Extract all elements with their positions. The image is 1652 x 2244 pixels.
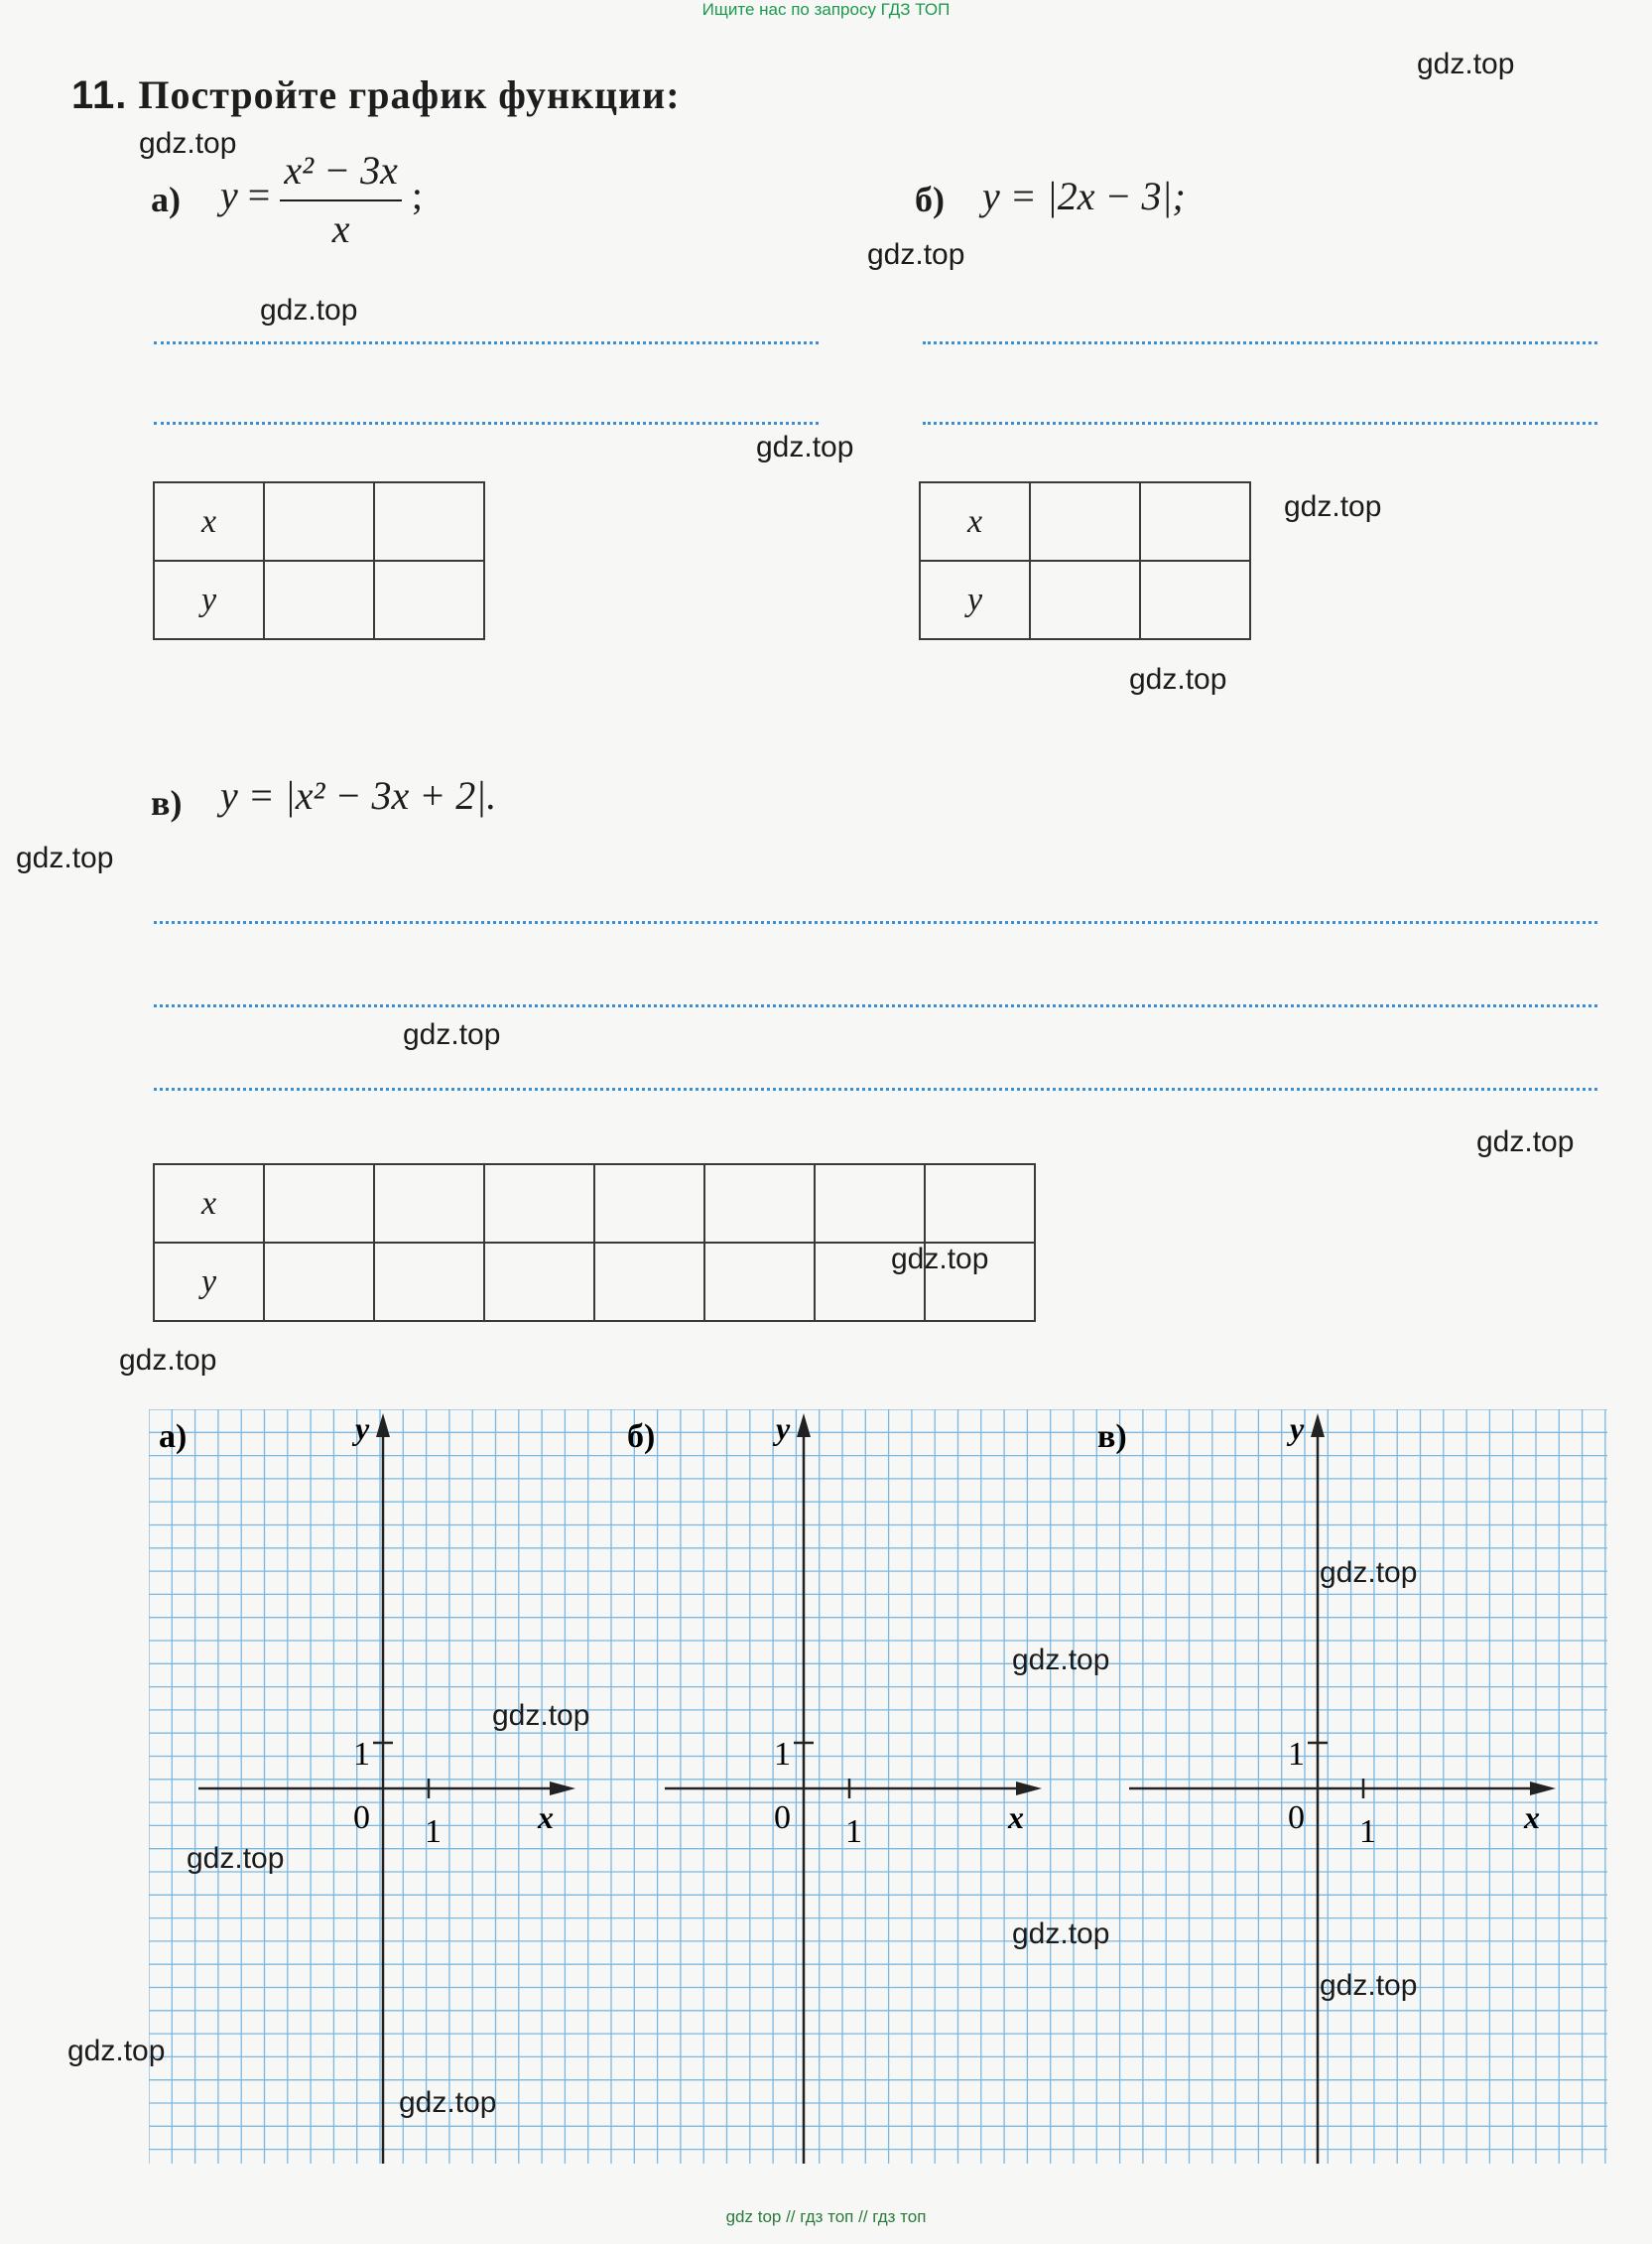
panel-b-y-label: y [776,1410,791,1446]
table-b-y-label: y [920,561,1030,639]
table-c-cell[interactable] [374,1164,484,1243]
watermark: gdz.top [403,1018,501,1051]
table-c-cell[interactable] [264,1164,374,1243]
part-a-formula: y = $\frac{\text{x² − 3x}}{x}$ ; [220,148,423,251]
table-c-cell[interactable] [815,1164,925,1243]
answer-line-a-1[interactable] [154,341,819,344]
panel-c-y-unit: 1 [1288,1736,1305,1773]
table-a-cell[interactable] [264,561,374,639]
part-c-formula: y = |x² − 3x + 2|. [220,773,497,818]
task-title-text: Постройте график функции: [138,72,681,117]
table-a-x-label: x [154,482,264,561]
table-a-y-label: y [154,561,264,639]
grid-lines [149,1409,1607,2164]
table-a-cell[interactable] [374,561,484,639]
value-table-a [153,481,485,640]
table-c-cell[interactable] [704,1164,815,1243]
watermark: gdz.top [16,842,114,874]
panel-c-label: в) [1097,1418,1127,1455]
y-axis-arrow [376,1413,390,1437]
watermark: gdz.top [1320,1556,1418,1589]
part-a-denominator: x [331,206,350,251]
watermark: gdz.top [399,2086,497,2119]
task-number: 11. [71,73,128,117]
table-c-cell[interactable] [484,1243,594,1321]
table-c-cell[interactable] [484,1164,594,1243]
answer-line-c-2[interactable] [154,1004,1597,1007]
panel-b-origin: 0 [774,1799,791,1836]
watermark: gdz.top [1012,1917,1110,1950]
panel-a-label: а) [159,1418,188,1455]
watermark: gdz.top [1417,48,1515,80]
table-b-cell[interactable] [1140,561,1250,639]
answer-line-b-2[interactable] [923,422,1597,425]
value-table-b [919,481,1251,640]
panel-a-y-unit: 1 [353,1736,370,1773]
panel-b-x-unit: 1 [845,1813,862,1850]
table-c-cell[interactable] [594,1243,704,1321]
watermark: gdz.top [756,431,854,463]
part-b-formula: y = |2x − 3|; [982,174,1186,218]
bottom-banner[interactable]: gdz top // гдз топ // гдз топ [725,2207,927,2226]
panel-c-origin: 0 [1288,1799,1305,1836]
panel-a-x-label: x [538,1799,554,1835]
x-axis-arrow [550,1782,575,1795]
watermark: gdz.top [139,127,237,160]
table-b-cell[interactable] [1030,561,1140,639]
table-b-cell[interactable] [1140,482,1250,561]
x-axis-arrow [1530,1782,1556,1795]
watermark: gdz.top [67,2035,166,2067]
watermark: gdz.top [1284,490,1382,523]
watermark: gdz.top [1320,1969,1418,2002]
table-c-x-label: x [154,1164,264,1243]
watermark: gdz.top [1129,663,1227,696]
part-b-label: б) [915,180,945,219]
part-a-fraction [280,147,402,252]
y-axis-arrow [797,1413,811,1437]
part-c-label: в) [151,783,183,823]
part-a-numerator: x² − 3x [280,147,402,201]
table-c-y-label: y [154,1243,264,1321]
watermark: gdz.top [187,1842,285,1875]
part-a-label: а) [151,180,181,219]
answer-line-c-1[interactable] [154,921,1597,924]
table-c-cell[interactable] [704,1243,815,1321]
panel-a-y-label: y [355,1410,370,1446]
table-a-cell[interactable] [264,482,374,561]
panel-a-x-unit: 1 [425,1813,442,1850]
answer-line-b-1[interactable] [923,341,1597,344]
table-c-cell[interactable] [925,1164,1035,1243]
table-b-x-label: x [920,482,1030,561]
graph-grid[interactable] [149,1409,1607,2164]
panel-c-x-unit: 1 [1359,1813,1376,1850]
watermark: gdz.top [1012,1644,1110,1676]
watermark: gdz.top [119,1344,217,1377]
panel-b-x-label: x [1008,1799,1024,1835]
watermark: gdz.top [867,238,965,271]
watermark: gdz.top [1476,1125,1575,1158]
table-c-cell[interactable] [264,1243,374,1321]
x-axis-arrow [1016,1782,1042,1795]
panel-a-origin: 0 [353,1799,370,1836]
y-axis-arrow [1311,1413,1325,1437]
watermark: gdz.top [492,1699,590,1732]
panel-c-y-label: y [1290,1410,1305,1446]
table-a-cell[interactable] [374,482,484,561]
table-c-cell[interactable] [374,1243,484,1321]
panel-b-y-unit: 1 [774,1736,791,1773]
part-a-tail: ; [411,173,423,218]
answer-line-a-2[interactable] [154,422,819,425]
task-title [71,71,681,118]
watermark: gdz.top [891,1243,989,1275]
part-a-y: y [220,173,238,218]
top-banner[interactable]: Ищите нас по запросу ГДЗ ТОП [701,0,951,19]
panel-b-label: б) [627,1418,656,1455]
answer-line-c-3[interactable] [154,1088,1597,1091]
panel-c-x-label: x [1524,1799,1540,1835]
table-c-cell[interactable] [594,1164,704,1243]
watermark: gdz.top [260,294,358,327]
coordinate-axes [198,1413,1556,2164]
table-b-cell[interactable] [1030,482,1140,561]
